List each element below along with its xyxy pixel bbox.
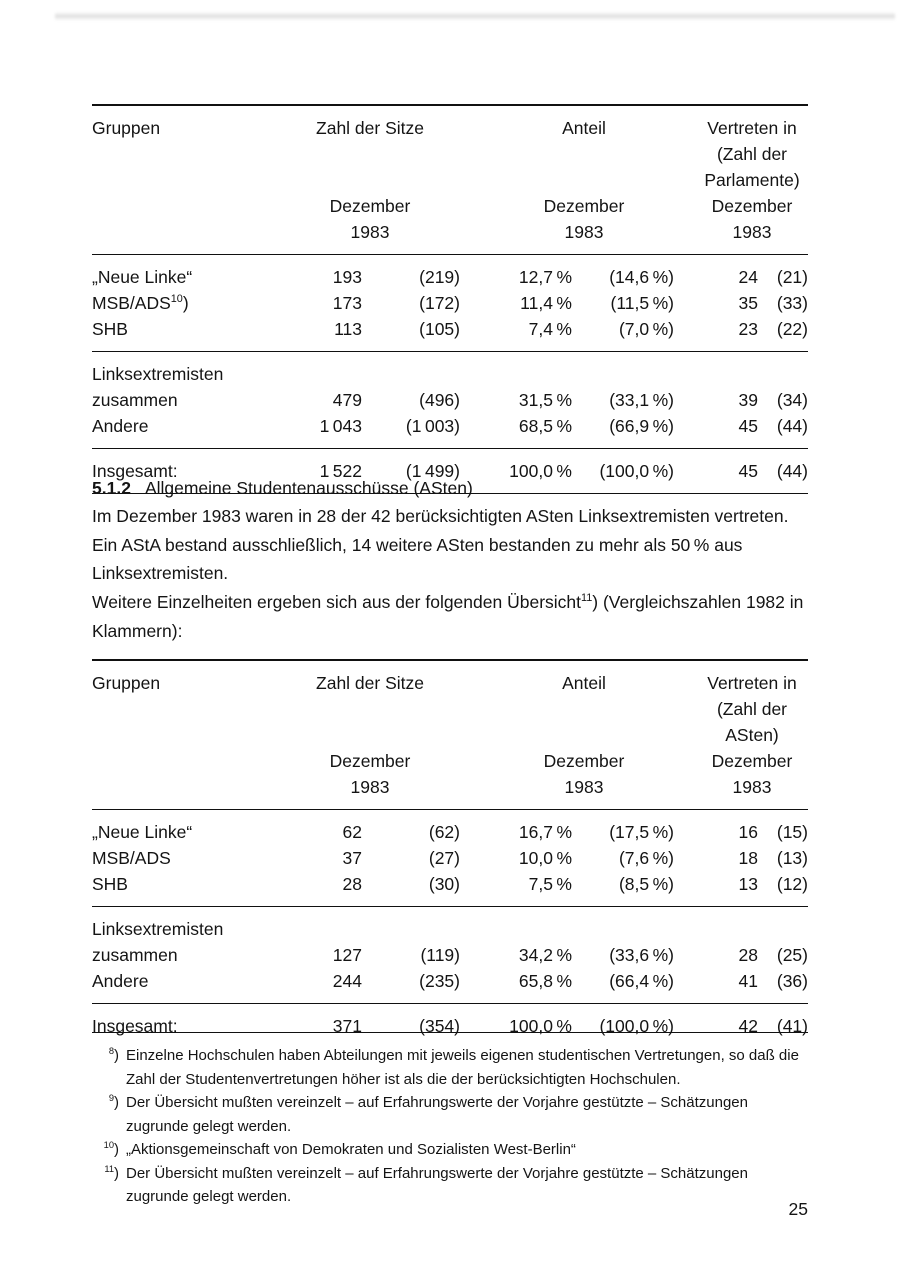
total-row xyxy=(92,1004,808,1040)
cell-share: 12,7 % xyxy=(472,255,578,291)
subtotal-row xyxy=(92,942,808,968)
cell-share-prev: (11,5 %) xyxy=(610,293,674,313)
header-vertreten-in: Vertreten in xyxy=(696,660,808,696)
cell-seats-prev: (235) xyxy=(419,971,460,991)
cell-rep-prev: (33) xyxy=(776,293,808,313)
cell-share: 16,7 % xyxy=(472,810,578,846)
cell-seats: 173 xyxy=(332,293,362,313)
header-sub-rep-year: 1983 xyxy=(732,222,772,242)
table-header-row-3 xyxy=(92,167,808,193)
row-label xyxy=(92,255,268,291)
footnote-marker-number: 9 xyxy=(108,1093,114,1103)
cell-share-prev: (14,6 %) xyxy=(578,255,696,291)
cell-seats: 193 xyxy=(268,255,368,291)
cell-seats: 127 xyxy=(332,945,362,965)
header-blank-8 xyxy=(92,774,268,810)
header-zahl-der: (Zahl der xyxy=(716,144,788,164)
other-label: Andere xyxy=(92,416,149,436)
other-row xyxy=(92,968,808,1004)
cell-seats: 1 043 xyxy=(319,416,362,436)
subtotal-label-line1: Linksextremisten xyxy=(92,907,268,943)
subtotal-label-line2: zusammen xyxy=(92,390,178,410)
cell-share: 10,0 % xyxy=(518,848,572,868)
table-studentenvertretungen xyxy=(92,104,808,494)
table-header-row-3 xyxy=(92,722,808,748)
footnote-text: Der Übersicht mußten vereinzelt – auf Erfahrungswerte der Vorjahre gestützte – Schätzungen zugrunde gelegt werden. xyxy=(126,1164,748,1205)
header-zahl-der: (Zahl der xyxy=(716,699,788,719)
cell-seats: 244 xyxy=(332,971,362,991)
cell-seats-prev: (1 003) xyxy=(405,416,460,436)
header-sub-seats-year: 1983 xyxy=(350,777,390,797)
cell-seats-prev: (496) xyxy=(419,390,460,410)
cell-seats: 37 xyxy=(342,848,362,868)
table-row xyxy=(92,255,808,291)
header-zahl-der-sitze: Zahl der Sitze xyxy=(268,660,472,696)
header-sub-seats-dezember: Dezember xyxy=(329,751,411,771)
cell-share-prev: (7,6 %) xyxy=(618,848,674,868)
footnote-item xyxy=(92,1044,808,1091)
cell-rep: 42 xyxy=(696,1004,758,1040)
cell-rep-prev: (25) xyxy=(776,945,808,965)
header-sub-seats-dezember: Dezember xyxy=(329,196,411,216)
cell-rep-prev: (36) xyxy=(776,971,808,991)
blank xyxy=(758,352,808,388)
page-number: 25 xyxy=(788,1199,808,1219)
table-header-row xyxy=(92,105,808,141)
row-label-text: SHB xyxy=(92,319,128,339)
header-blank-5 xyxy=(268,722,472,748)
footnote-separator xyxy=(92,1032,808,1033)
header-sub-seats-year: 1983 xyxy=(350,222,390,242)
row-label: „Neue Linke“ xyxy=(92,810,268,846)
header-blank-7 xyxy=(92,748,268,774)
blank xyxy=(578,907,696,943)
table-row xyxy=(92,810,808,846)
cell-share: 34,2 % xyxy=(518,945,572,965)
cell-share-prev: (8,5 %) xyxy=(618,874,674,894)
cell-rep-prev: (13) xyxy=(776,848,808,868)
footnote-marker-number: 11 xyxy=(104,1163,114,1174)
table-studentenvertretungen-wrapper xyxy=(92,104,808,494)
cell-rep: 18 xyxy=(738,848,758,868)
cell-rep: 28 xyxy=(738,945,758,965)
cell-seats: 62 xyxy=(268,810,368,846)
header-blank-1 xyxy=(92,696,268,722)
blank xyxy=(578,352,696,388)
cell-share: 7,4 % xyxy=(528,319,572,339)
footnote-text: Der Übersicht mußten vereinzelt – auf Erfahrungswerte der Vorjahre gestützte – Schätzungen zugrunde gelegt werden. xyxy=(126,1094,748,1135)
cell-share-prev: (66,4 %) xyxy=(609,971,674,991)
cell-share-prev: (100,0 %) xyxy=(578,449,696,494)
cell-rep: 24 xyxy=(696,255,758,291)
cell-share-prev: (100,0 %) xyxy=(578,1004,696,1040)
section-paragraph-1: Im Dezember 1983 waren in 28 der 42 berücksichtigten ASten Linksextremisten vertreten. Ein AStA bestand ausschließlich, 14 weitere ASten bestanden zu mehr als 50 % aus Linksextremisten. xyxy=(92,506,789,583)
header-blank-3 xyxy=(472,141,696,167)
header-vertreten-in: Vertreten in xyxy=(696,105,808,141)
header-gruppen: Gruppen xyxy=(92,105,268,141)
row-label xyxy=(92,316,268,352)
header-gruppen: Gruppen xyxy=(92,660,268,696)
subtotal-label-row xyxy=(92,352,808,388)
table-header-row-4 xyxy=(92,193,808,219)
cell-seats: 371 xyxy=(268,1004,368,1040)
cell-share-prev: (33,1 %) xyxy=(609,390,674,410)
cell-rep: 45 xyxy=(738,416,758,436)
total-label: Insgesamt: xyxy=(92,449,268,494)
footnote-marker-number: 10 xyxy=(103,1140,114,1150)
section-paragraph-2 xyxy=(92,588,808,645)
header-sub-share-year: 1983 xyxy=(564,222,604,242)
footnote-ref-10: 10 xyxy=(170,293,183,306)
table-asten xyxy=(92,659,808,1039)
cell-share: 68,5 % xyxy=(518,416,572,436)
header-anteil: Anteil xyxy=(472,105,696,141)
cell-seats-prev: (354) xyxy=(368,1004,472,1040)
blank xyxy=(758,907,808,943)
blank xyxy=(368,907,472,943)
table-header-row-4 xyxy=(92,748,808,774)
cell-share-prev: (66,9 %) xyxy=(609,416,674,436)
cell-share: 100,0 % xyxy=(472,1004,578,1040)
blank xyxy=(268,352,368,388)
other-label: Andere xyxy=(92,971,149,991)
cell-seats: 1 522 xyxy=(268,449,368,494)
header-sub-rep-year: 1983 xyxy=(732,777,772,797)
table-row xyxy=(92,871,808,907)
cell-seats-prev: (27) xyxy=(428,848,460,868)
paragraph-2-before: Weitere Einzelheiten ergeben sich aus der folgenden Übersicht xyxy=(92,592,582,612)
cell-rep-prev: (44) xyxy=(776,416,808,436)
total-label: Insgesamt: xyxy=(92,1004,268,1040)
cell-share-prev: (33,6 %) xyxy=(609,945,674,965)
footnote-text: „Aktionsgemeinschaft von Demokraten und Sozialisten West-Berlin“ xyxy=(126,1141,576,1158)
header-parlamente: Parlamente) xyxy=(704,170,800,190)
header-blank-2 xyxy=(268,141,472,167)
cell-share: 65,8 % xyxy=(518,971,572,991)
header-blank-3 xyxy=(472,696,696,722)
row-label-text: „Neue Linke“ xyxy=(92,267,193,287)
table-row xyxy=(92,845,808,871)
cell-seats: 113 xyxy=(334,319,362,339)
subtotal-row xyxy=(92,387,808,413)
row-label: SHB xyxy=(92,874,128,894)
row-label: MSB/ADS xyxy=(92,848,171,868)
footnotes-block xyxy=(92,1044,808,1209)
row-label-text: MSB/ADS xyxy=(92,293,171,313)
header-anteil: Anteil xyxy=(472,660,696,696)
cell-share-prev: (17,5 %) xyxy=(578,810,696,846)
footnote-marker: $^8$) xyxy=(108,1046,119,1064)
cell-seats: 28 xyxy=(342,874,362,894)
cell-rep: 45 xyxy=(696,449,758,494)
header-blank-5 xyxy=(268,167,472,193)
table-row xyxy=(92,316,808,352)
cell-rep: 16 xyxy=(696,810,758,846)
cell-rep-prev: (15) xyxy=(758,810,808,846)
cell-rep-prev: (21) xyxy=(758,255,808,291)
header-sub-share-year: 1983 xyxy=(564,777,604,797)
cell-seats: 479 xyxy=(332,390,362,410)
footnote-item xyxy=(92,1162,808,1209)
cell-seats-prev: (30) xyxy=(428,874,460,894)
cell-seats-prev: (105) xyxy=(419,319,460,339)
footnote-item xyxy=(92,1138,808,1162)
table-header-row-2 xyxy=(92,141,808,167)
cell-share: 31,5 % xyxy=(518,390,572,410)
table-header-row-5 xyxy=(92,774,808,810)
cell-seats-prev: (62) xyxy=(368,810,472,846)
table-header-row xyxy=(92,660,808,696)
footnote-marker: $^9$) xyxy=(108,1093,119,1111)
header-sub-rep-dezember: Dezember xyxy=(711,751,793,771)
table-asten-wrapper xyxy=(92,659,808,1039)
section-heading xyxy=(92,474,808,503)
cell-rep-prev: (34) xyxy=(776,390,808,410)
header-blank-4 xyxy=(92,167,268,193)
subtotal-label-line2: zusammen xyxy=(92,945,178,965)
footnote-item xyxy=(92,1091,808,1138)
header-blank-8 xyxy=(92,219,268,255)
blank xyxy=(696,352,758,388)
footnote-marker-number: 8 xyxy=(108,1046,114,1056)
cell-share: 7,5 % xyxy=(528,874,572,894)
scan-shadow xyxy=(55,12,895,21)
footnote-ref-11: 11 xyxy=(581,592,593,605)
cell-seats-prev: (119) xyxy=(420,945,460,965)
table-header-row-5 xyxy=(92,219,808,255)
blank xyxy=(268,907,368,943)
cell-share: 100,0 % xyxy=(472,449,578,494)
cell-rep: 13 xyxy=(738,874,758,894)
cell-seats-prev: (172) xyxy=(419,293,460,313)
section-number: 5.1.2 xyxy=(92,478,131,498)
cell-seats-prev: (1 499) xyxy=(368,449,472,494)
cell-rep: 41 xyxy=(738,971,758,991)
cell-share: 11,4 % xyxy=(520,293,572,313)
header-blank-6 xyxy=(472,722,696,748)
header-zahl-der-sitze: Zahl der Sitze xyxy=(268,105,472,141)
header-sub-rep-dezember: Dezember xyxy=(711,196,793,216)
cell-rep: 23 xyxy=(738,319,758,339)
blank xyxy=(696,907,758,943)
header-blank-7 xyxy=(92,193,268,219)
header-blank-1 xyxy=(92,141,268,167)
subtotal-label-line1: Linksextremisten xyxy=(92,352,268,388)
header-sub-share-dezember: Dezember xyxy=(543,751,625,771)
header-sub-share-dezember: Dezember xyxy=(543,196,625,216)
blank xyxy=(472,907,578,943)
footnote-marker: $^{10}$) xyxy=(103,1140,119,1158)
cell-rep: 39 xyxy=(738,390,758,410)
header-blank-4 xyxy=(92,722,268,748)
cell-rep: 35 xyxy=(738,293,758,313)
header-blank-2 xyxy=(268,696,472,722)
cell-rep-prev: (22) xyxy=(776,319,808,339)
header-blank-6 xyxy=(472,167,696,193)
header-asten: ASten) xyxy=(725,725,779,745)
table-header-row-2 xyxy=(92,696,808,722)
section-title: Allgemeine Studentenausschüsse (ASten) xyxy=(144,478,473,498)
footnote-marker: $^{11}$) xyxy=(104,1163,119,1182)
cell-rep-prev: (44) xyxy=(758,449,808,494)
table-row xyxy=(92,290,808,316)
other-row xyxy=(92,413,808,449)
footnote-text: Einzelne Hochschulen haben Abteilungen mit jeweils eigenen studentischen Vertretungen, so daß die Zahl der Studentenvertretungen höher ist als die der berücksichtigten Hochschulen. xyxy=(126,1047,799,1088)
row-label: MSB/ADS$^{10}$) xyxy=(92,293,189,313)
cell-rep-prev: (41) xyxy=(758,1004,808,1040)
paragraph-2-after: ) (Vergleichszahlen 1982 in Klammern): xyxy=(92,592,804,641)
blank xyxy=(368,352,472,388)
cell-seats-prev: (219) xyxy=(368,255,472,291)
blank xyxy=(472,352,578,388)
cell-rep-prev: (12) xyxy=(776,874,808,894)
cell-share-prev: (7,0 %) xyxy=(618,319,674,339)
subtotal-label-row xyxy=(92,907,808,943)
